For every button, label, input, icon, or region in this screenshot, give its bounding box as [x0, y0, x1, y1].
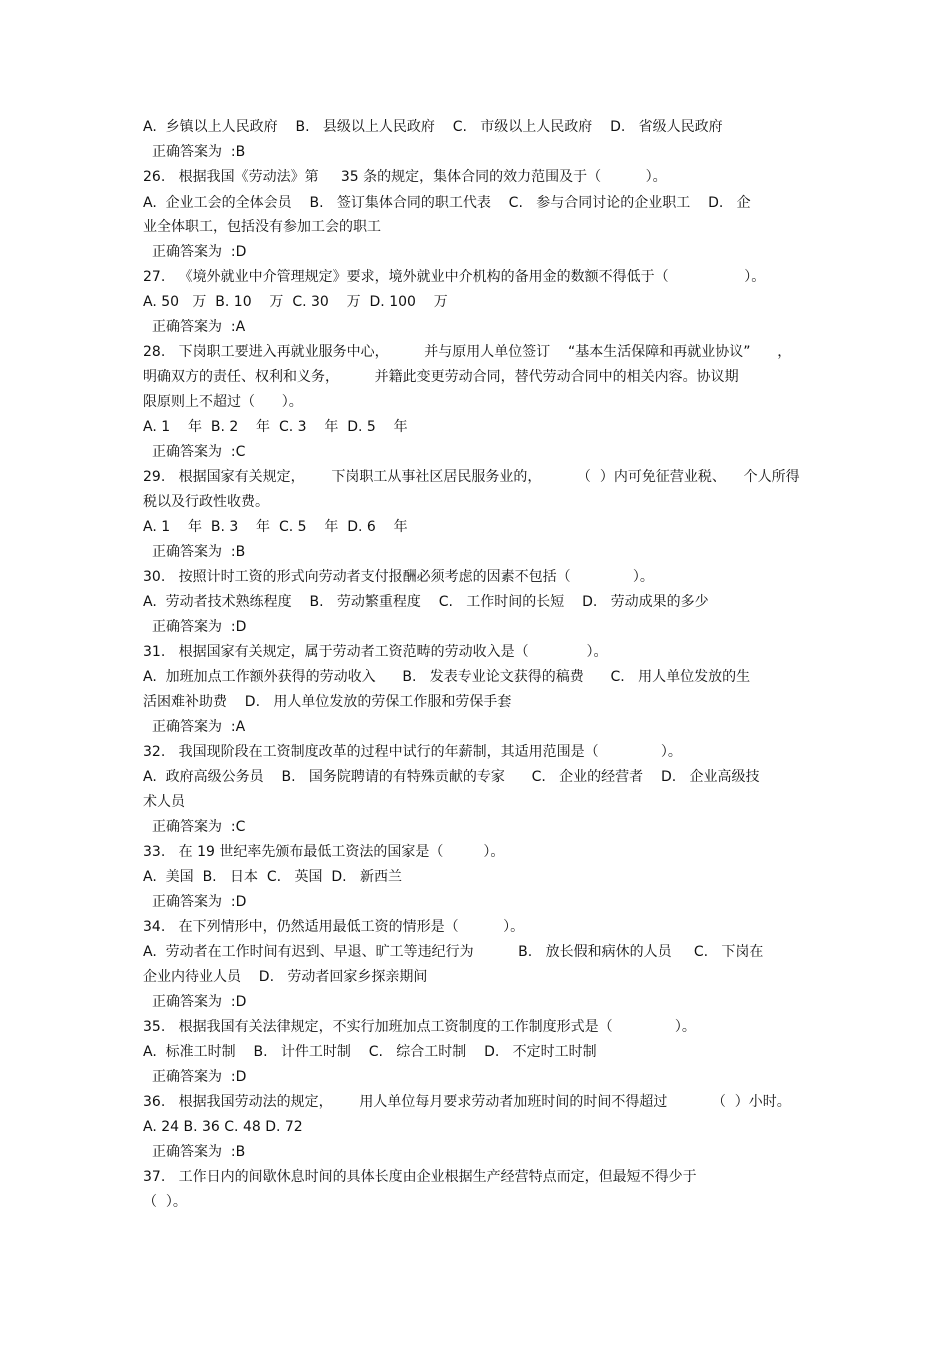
question-line: 35. 根据我国有关法律规定，不实行加班加点工资制度的工作制度形式是（ ）。	[143, 1019, 696, 1035]
option-line: 活困难补助费 D. 用人单位发放的劳保工作服和劳保手套	[143, 694, 512, 710]
answer-line: 正确答案为 :A	[152, 719, 246, 735]
question-line: 36. 根据我国劳动法的规定， 用人单位每月要求劳动者加班时间的时间不得超过 （ ）小时。	[143, 1094, 791, 1110]
question-line: （ ）。	[143, 1194, 187, 1210]
option-line: A. 企业工会的全体会员 B. 签订集体合同的职工代表 C. 参与合同讨论的企业职工 D. 企	[143, 195, 751, 211]
option-line: 企业内待业人员 D. 劳动者回家乡探亲期间	[143, 969, 428, 985]
option-line: A. 劳动者技术熟练程度 B. 劳动繁重程度 C. 工作时间的长短 D. 劳动成果的多少	[143, 594, 709, 610]
question-line: 27. 《境外就业中介管理规定》要求，境外就业中介机构的备用金的数额不得低于（ ）。	[143, 269, 766, 285]
option-line: A. 1 年 B. 3 年 C. 5 年 D. 6 年	[143, 519, 408, 535]
question-line: 30. 按照计时工资的形式向劳动者支付报酬必须考虑的因素不包括（ ）。	[143, 569, 654, 585]
answer-line: 正确答案为 :B	[152, 144, 246, 160]
question-line: 37. 工作日内的间歇休息时间的具体长度由企业根据生产经营特点而定，但最短不得少于	[143, 1169, 697, 1185]
option-line: A. 24 B. 36 C. 48 D. 72	[143, 1119, 303, 1135]
question-line: 34. 在下列情形中，仍然适用最低工资的情形是（ ）。	[143, 919, 525, 935]
question-line: 明确双方的责任、权利和义务， 并籍此变更劳动合同，替代劳动合同中的相关内容。协议期	[143, 369, 739, 385]
question-line: 32. 我国现阶段在工资制度改革的过程中试行的年薪制，其适用范围是（ ）。	[143, 744, 682, 760]
answer-line: 正确答案为 :D	[152, 1069, 247, 1085]
option-line: A. 劳动者在工作时间有迟到、早退、旷工等违纪行为 B. 放长假和病休的人员 C. 下岗在	[143, 944, 764, 960]
answer-line: 正确答案为 :D	[152, 244, 247, 260]
question-line: 26. 根据我国《劳动法》第 35 条的规定，集体合同的效力范围及于（ ）。	[143, 169, 667, 185]
option-line: 业全体职工，包括没有参加工会的职工	[143, 219, 381, 235]
answer-line: 正确答案为 :C	[152, 444, 246, 460]
question-line: 31. 根据国家有关规定，属于劳动者工资范畴的劳动收入是（ ）。	[143, 644, 608, 660]
option-line: A. 政府高级公务员 B. 国务院聘请的有特殊贡献的专家 C. 企业的经营者 D. 企业高级技	[143, 769, 760, 785]
question-line: 限原则上不超过（ ）。	[143, 394, 303, 410]
answer-line: 正确答案为 :B	[152, 544, 246, 560]
answer-line: 正确答案为 :D	[152, 894, 247, 910]
option-line: A. 50 万 B. 10 万 C. 30 万 D. 100 万	[143, 294, 448, 310]
option-line: A. 1 年 B. 2 年 C. 3 年 D. 5 年	[143, 419, 408, 435]
option-line: A. 美国 B. 日本 C. 英国 D. 新西兰	[143, 869, 402, 885]
question-line: 税以及行政性收费。	[143, 494, 269, 510]
question-line: 29. 根据国家有关规定， 下岗职工从事社区居民服务业的， （ ）内可免征营业税、 个人所得	[143, 469, 800, 485]
option-line: A. 加班加点工作额外获得的劳动收入 B. 发表专业论文获得的稿费 C. 用人单位发放的生	[143, 669, 751, 685]
answer-line: 正确答案为 :B	[152, 1144, 246, 1160]
answer-line: 正确答案为 :A	[152, 319, 246, 335]
answer-line: 正确答案为 :D	[152, 994, 247, 1010]
option-line: A. 乡镇以上人民政府 B. 县级以上人民政府 C. 市级以上人民政府 D. 省级人民政府	[143, 119, 723, 135]
option-line: A. 标准工时制 B. 计件工时制 C. 综合工时制 D. 不定时工时制	[143, 1044, 597, 1060]
question-line: 28. 下岗职工要进入再就业服务中心， 并与原用人单位签订 “基本生活保障和再就业协议” ，	[143, 344, 792, 360]
answer-line: 正确答案为 :C	[152, 819, 246, 835]
question-line: 33. 在 19 世纪率先颁布最低工资法的国家是（ ）。	[143, 844, 505, 860]
option-line: 术人员	[143, 794, 185, 810]
answer-line: 正确答案为 :D	[152, 619, 247, 635]
